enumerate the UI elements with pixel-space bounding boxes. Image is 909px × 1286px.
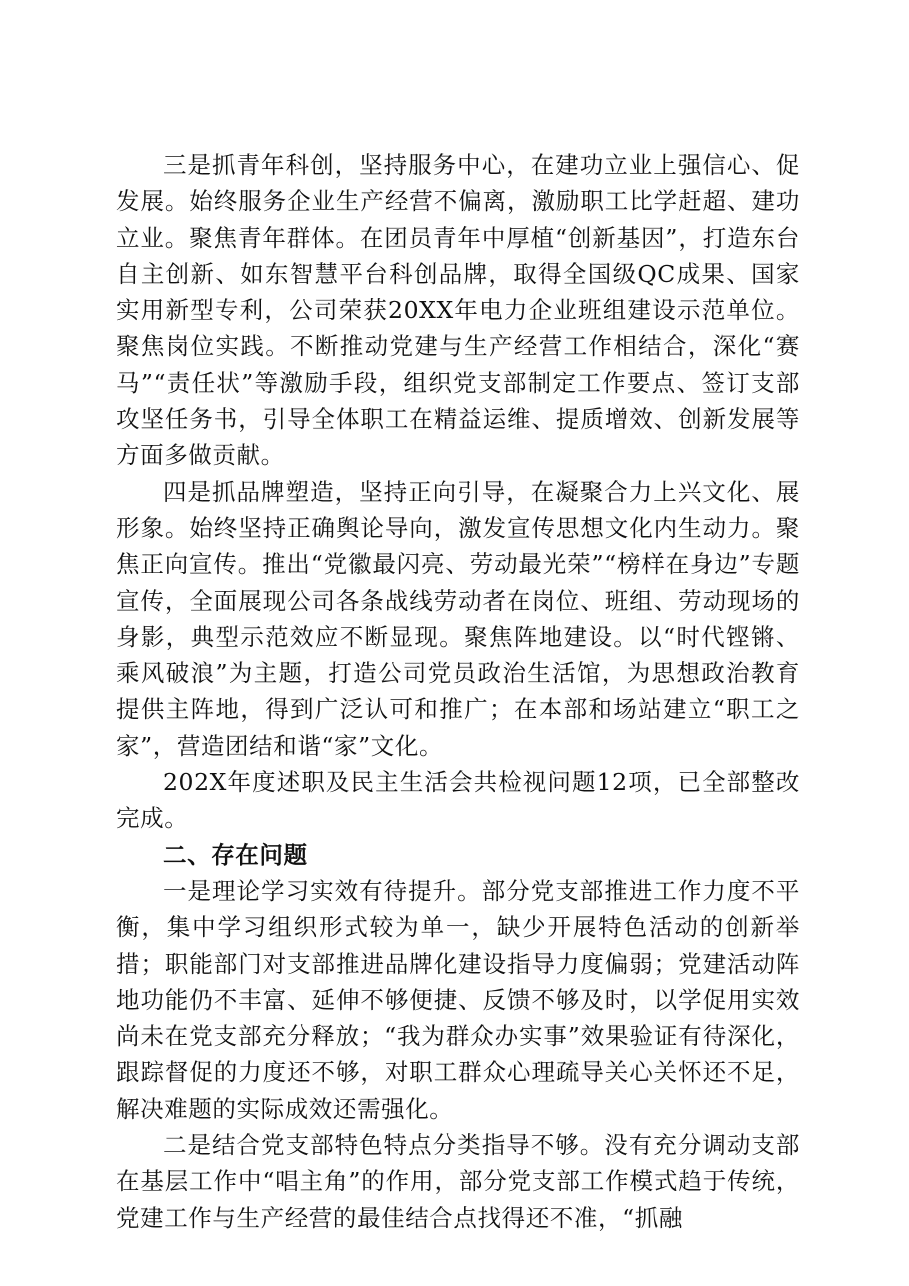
paragraph-youth-innovation: 三是抓青年科创，坚持服务中心，在建功立业上强信心、促发展。始终服务企业生产经营不偏离，激励职工比学赶超、建功立业。聚焦青年群体。在团员青年中厚植“创新基因”，打造东台自主创新、如东智慧平台科创品牌，取得全国级QC成果、国家实用新型专利，公司荣获20XX年电力企业班组建设示范单位。聚焦岗位实践。不断推动党建与生产经营工作相结合，深化“赛马”“责任状”等激励手段，组织党支部制定工作要点、签订支部攻坚任务书，引导全体职工在精益运维、提质增效、创新发展等方面多做贡献。	[116, 151, 800, 470]
paragraph-classified-guidance: 二是结合党支部特色特点分类指导不够。没有充分调动支部在基层工作中“唱主角”的作用，部分党支部工作模式趋于传统，党建工作与生产经营的最佳结合点找得还不准，“抓融	[116, 1131, 800, 1232]
paragraph-review-summary: 202X年度述职及民主生活会共检视问题12项，已全部整改完成。	[116, 768, 800, 833]
paragraph-theory-study: 一是理论学习实效有待提升。部分党支部推进工作力度不平衡，集中学习组织形式较为单一，缺少开展特色活动的创新举措；职能部门对支部推进品牌化建设指导力度偏弱；党建活动阵地功能仍不丰富、延伸不够便捷、反馈不够及时，以学促用实效尚未在党支部充分释放；“我为群众办实事”效果验证有待深化，跟踪督促的力度还不够，对职工群众心理疏导关心关怀还不足，解决难题的实际成效还需强化。	[116, 876, 800, 1123]
section-heading-existing-problems: 二、存在问题	[163, 840, 308, 869]
document-body	[116, 147, 800, 1236]
paragraph-brand-building: 四是抓品牌塑造，坚持正向引导，在凝聚合力上兴文化、展形象。始终坚持正确舆论导向，激发宣传思想文化内生动力。聚焦正向宣传。推出“党徽最闪亮、劳动最光荣”“榜样在身边”专题宣传，全面展现公司各条战线劳动者在岗位、班组、劳动现场的身影，典型示范效应不断显现。聚焦阵地建设。以“时代铿锵、乘风破浪”为主题，打造公司党员政治生活馆，为思想政治教育提供主阵地，得到广泛认可和推广；在本部和场站建立“职工之家”，营造团结和谐“家”文化。	[116, 477, 800, 760]
